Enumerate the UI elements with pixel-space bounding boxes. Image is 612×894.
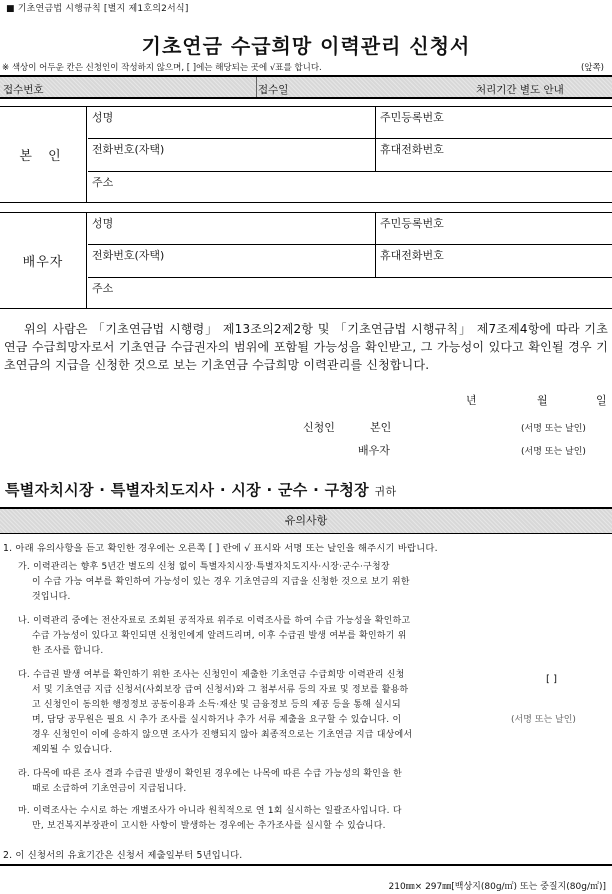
caution-ga-line-3: 것입니다. <box>32 592 71 602</box>
footer-divider <box>0 864 612 866</box>
caution-da-line-1: 다. 수급권 발생 여부를 확인하기 위한 조사는 신청인이 제출한 기초연금 수급희망 이력관리 신청 <box>18 670 405 680</box>
applicant-self-label: 본인 <box>370 421 392 434</box>
caution-da-line-5: 경우 신청인이 이에 응하지 않으면 조사가 진행되지 않아 최종적으로는 기초연금 지급 대상에서 <box>32 730 413 740</box>
self-rrn-field[interactable] <box>375 107 612 139</box>
receipt-bar <box>0 75 612 99</box>
spouse-address-field[interactable] <box>88 278 612 309</box>
date-day[interactable]: 일 <box>596 394 607 407</box>
addressee-main: 특별자치시장 · 특별자치도지사 · 시장 · 군수 · 구청장 <box>5 481 369 499</box>
spouse-row-label: 배우자 <box>0 213 87 308</box>
self-name-field[interactable] <box>88 107 375 139</box>
receipt-divider <box>256 77 257 97</box>
form-reference: ■ 기초연금법 시행규칙 [별지 제1호의2서식] <box>6 4 189 14</box>
addressee <box>5 479 396 500</box>
notice-text: ※ 색상이 어두운 칸은 신청인이 작성하지 않으며, [ ]에는 해당되는 곳에 √표를 합니다. <box>2 63 322 73</box>
date-year[interactable]: 년 <box>466 394 477 407</box>
spouse-name-field[interactable] <box>88 213 375 245</box>
spouse-phone-field[interactable] <box>88 245 375 278</box>
spouse-sign-area[interactable]: (서명 또는 날인) <box>521 447 586 457</box>
caution-ga-line-2: 이 수급 가능 여부를 확인하여 가능성이 있는 경우 기초연금의 지급을 신청한 것으로 보기 위한 <box>32 577 410 587</box>
caution-ma-line-2: 만, 보건복지부장관이 고시한 사항이 발생하는 경우에는 추가조사를 실시할 수 있습니다. <box>32 821 386 831</box>
caution-ra-line-2: 때로 소급하여 기초연금이 지급됩니다. <box>32 784 187 794</box>
applicant-spouse-label: 배우자 <box>358 444 390 457</box>
addressee-suffix: 귀하 <box>374 485 397 498</box>
spouse-phone-label: 전화번호(자택) <box>92 249 165 262</box>
applicant-label: 신청인 <box>303 421 335 434</box>
caution-sign-area[interactable]: (서명 또는 날인) <box>511 715 576 725</box>
caution-da-line-3: 고 신청인이 동의한 행정정보 공동이용과 소득·재산 및 금융정보 등의 제공 등을 통해 실시되 <box>32 700 401 710</box>
caution-da-line-6: 제외될 수 있습니다. <box>32 745 113 755</box>
receipt-date-label: 접수일 <box>258 84 289 96</box>
caution-da-line-2: 서 및 기초연금 지급 신청서(사회보장 급여 신청서)와 그 첨부서류 등의 자료 및 정보를 활용하 <box>32 685 409 695</box>
caution-ma-line-1: 마. 이력조사는 수시로 하는 개별조사가 아니라 원칙적으로 연 1회 실시하는 일괄조사입니다. 다 <box>18 806 402 816</box>
spouse-rrn-label: 주민등록번호 <box>380 217 444 230</box>
caution-item-1: 1. 아래 유의사항을 듣고 확인한 경우에는 오른쪽 [ ] 란에 √ 표시와 서명 또는 날인을 해주시기 바랍니다. <box>3 543 438 554</box>
acknowledge-checkbox[interactable]: [ ] <box>546 674 557 685</box>
self-phone-field[interactable] <box>88 139 375 172</box>
caution-item-2: 2. 이 신청서의 유효기간은 신청서 제출일부터 5년입니다. <box>3 850 243 861</box>
self-rrn-label: 주민등록번호 <box>380 111 444 124</box>
spouse-rrn-field[interactable] <box>375 213 612 245</box>
spouse-name-label: 성명 <box>92 217 114 230</box>
cautions-header: 유의사항 <box>0 507 612 534</box>
caution-ra-line-1: 라. 다목에 따른 조사 결과 수급권 발생이 확인된 경우에는 나목에 따른 수급 가능성의 확인을 한 <box>18 769 402 779</box>
self-address-label: 주소 <box>92 176 114 189</box>
statement-paragraph: 위의 사람은 「기초연금법 시행령」 제13조의2제2항 및 「기초연금법 시행규칙」 제7조제4항에 따라 기초연금 수급희망자로서 기초연금 수급권자의 범위에 포함될 가능성을 확인받고, 그 가능성이 있다고 확인될 경우 기초연금의 지급을 신청한 것으로 보는 기초연금 수급희망 이력관리를 신청합니다. <box>4 322 608 372</box>
spouse-mobile-label: 휴대전화번호 <box>380 249 444 262</box>
self-phone-label: 전화번호(자택) <box>92 143 165 156</box>
spouse-address-label: 주소 <box>92 282 114 295</box>
self-name-label: 성명 <box>92 111 114 124</box>
self-section <box>0 106 612 203</box>
processing-period-label: 처리기간 별도 안내 <box>476 84 564 96</box>
page-title: 기초연금 수급희망 이력관리 신청서 <box>141 34 471 58</box>
self-address-field[interactable] <box>88 172 612 203</box>
spouse-section <box>0 212 612 309</box>
caution-da-line-4: 며, 담당 공무원은 필요 시 추가 조사를 실시하거나 추가 서류 제출을 요구할 수 있습니다. 이 <box>32 715 402 725</box>
self-mobile-label: 휴대전화번호 <box>380 143 444 156</box>
paper-spec: 210㎜× 297㎜[백상지(80g/㎡) 또는 중질지(80g/㎡)] <box>388 882 606 892</box>
self-mobile-field[interactable] <box>375 139 612 172</box>
page-side: (앞쪽) <box>580 63 604 73</box>
caution-ga-line-1: 가. 이력관리는 향후 5년간 별도의 신청 없이 특별자치시장·특별자치도지사·시장·군수·구청장 <box>18 562 390 572</box>
caution-na-line-3: 한 조사를 합니다. <box>32 646 104 656</box>
self-sign-area[interactable]: (서명 또는 날인) <box>521 424 586 434</box>
caution-na-line-1: 나. 이력관리 중에는 전산자료로 조회된 공적자료 위주로 이력조사를 하여 수급 가능성을 확인하고 <box>18 616 411 626</box>
date-month[interactable]: 월 <box>537 394 548 407</box>
self-row-label: 본 인 <box>0 107 87 202</box>
receipt-number-label: 접수번호 <box>3 84 44 96</box>
spouse-mobile-field[interactable] <box>375 245 612 278</box>
caution-na-line-2: 수급 가능성이 있다고 확인되면 신청인에게 알려드리며, 이후 수급권 발생 여부를 확인하기 위 <box>32 631 407 641</box>
